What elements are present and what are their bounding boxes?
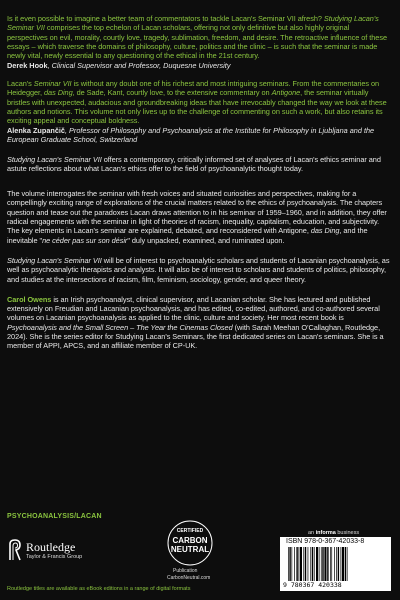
barcode-bar bbox=[338, 547, 339, 581]
endorsement-1-rest: comprises the top echelon of Lacan scholars, offering not only definitive but also highly original perspectives on evil, morality, courtly love, tragedy, sublimation, freedom, and desire. The retroactive influence of these essays – which traverse the domains of philosophy, culture, politics and the clinic – is such that the seminar is made newly vital, newly essential to any questioning of the ethical in the 21st century. bbox=[7, 23, 387, 61]
author-bio-book-title: Psychoanalysis and the Small Screen – The Year the Cinemas Closed bbox=[7, 322, 233, 332]
endorsement-1-affiliation: , Clinical Supervisor and Professor, Duquesne University bbox=[47, 60, 231, 70]
endorsement-1-text bbox=[7, 14, 391, 60]
barcode-bar bbox=[330, 547, 331, 581]
barcode-bar bbox=[319, 547, 320, 581]
isbn-label: ISBN 978-0-367-42033-8 bbox=[286, 538, 365, 545]
barcode-bar bbox=[314, 547, 315, 581]
barcode-bar bbox=[289, 547, 290, 581]
carbon-neutral-publication: Publication bbox=[173, 568, 198, 574]
barcode-bar bbox=[342, 547, 344, 581]
barcode-bar bbox=[316, 547, 318, 581]
description-2-part2: , and the inevitable " bbox=[7, 226, 368, 245]
barcode-bar bbox=[299, 547, 300, 581]
description-2-part1: The volume interrogates the seminar with fresh voices and situated curiosities and perspectives, making for a compellingly exciting range of explorations of the crucial matters related to the ethics of psychoanalysis. The chapters question and tease out the paradoxes Lacan draws attention to in his seminar of 1959–1960, and in addition, they offer radical engagements with the seminar in light of theories of racism, inequality, capitalism, education, and subjectivity. The key elements in Lacan's seminar are explained, debated, and reconsidered with Antigone, bbox=[7, 189, 387, 236]
barcode-bar bbox=[300, 547, 302, 581]
endorsement-2-affiliation: , Professor of Philosophy and Psychoanalysis at the Institute for Philosophy in Ljubljana and the European Graduate School, Switzerland bbox=[7, 126, 375, 145]
informa-prefix: an bbox=[308, 530, 316, 536]
carbon-neutral-main1: CARBON bbox=[172, 536, 208, 545]
barcode-bar bbox=[336, 547, 337, 581]
barcode-bar bbox=[324, 547, 326, 581]
isbn-digits: 9 780367 420338 bbox=[283, 581, 342, 589]
barcode-bar bbox=[305, 547, 306, 581]
barcode-bar bbox=[294, 547, 295, 581]
author-bio-part2: (with Sarah Meehan O'Callaghan, Routledge, 2024). She is the series editor for Studying Lacan's Seminars, the first dedicated series on Lacan's seminars. She is a member of APPI, APCS, and an affiliate member of CP-UK. bbox=[7, 322, 384, 351]
description-2-part3: " duly unpacked, examined, and ruminated upon. bbox=[127, 235, 285, 245]
routledge-mark-icon bbox=[7, 538, 23, 562]
back-cover-text bbox=[7, 14, 391, 351]
barcode-bar bbox=[321, 547, 322, 581]
carbon-neutral-certified: CERTIFIED bbox=[176, 528, 204, 534]
description-1-title: Studying Lacan's Seminar VII bbox=[7, 154, 102, 164]
barcode-bar bbox=[303, 547, 304, 581]
barcode-bar bbox=[310, 547, 311, 581]
endorsement-2-italic2: das Ding bbox=[44, 88, 73, 98]
barcode-bar bbox=[347, 547, 348, 581]
endorsement-1-author: Derek Hook bbox=[7, 60, 48, 70]
informa-suffix: business bbox=[335, 530, 360, 536]
carbon-neutral-main2: NEUTRAL bbox=[170, 545, 210, 554]
endorsement-2-italic1: Seminar VII bbox=[33, 79, 72, 89]
isbn-barcode bbox=[280, 537, 391, 591]
description-1-text: offers a contemporary, critically informed set of analyses of Lacan's ethics seminar and astute reflections about what Lacan's ethics offer to the field of psychoanalytic thought today. bbox=[7, 154, 381, 173]
endorsement-2-part4: , the seminar virtually bristles with unexpected, audacious and groundbreaking ideas that have irrevocably changed the way we look at these authors and notions. This volume not only lives up to the challenge of commenting on such a work, but also retains its exciting appeal and conceptual boldness. bbox=[7, 88, 387, 126]
barcode-bar bbox=[345, 547, 346, 581]
description-2-italic1: das Ding bbox=[310, 226, 340, 236]
endorsement-2-italic3: Antigone bbox=[271, 88, 301, 98]
endorsement-2-part3: , de Sade, Kant, courtly love, to the extensive commentary on bbox=[72, 88, 272, 98]
carbon-neutral-url: CarbonNeutral.com bbox=[167, 575, 211, 581]
informa-brand: informa bbox=[315, 530, 336, 536]
author-bio bbox=[7, 295, 391, 351]
description-3-title: Studying Lacan's Seminar VII bbox=[7, 255, 102, 265]
publisher-name: Routledge bbox=[26, 540, 76, 554]
description-paragraph-1 bbox=[7, 155, 391, 174]
barcode-bar bbox=[308, 547, 309, 581]
ebook-availability-note: Routledge titles are available as eBook editions in a range of digital formats bbox=[7, 586, 191, 592]
description-paragraph-3 bbox=[7, 256, 391, 284]
endorsement-2-part1: Lacan's bbox=[7, 79, 34, 89]
carbon-neutral-badge-icon bbox=[160, 519, 220, 569]
author-bio-part1: is an Irish psychoanalyst, clinical supervisor, and Lacanian scholar. She has lectured and published extensively on Freudian and Lacanian psychoanalysis, and has edited, co-edited, authored, and co-authored several volumes on Lacanian psychoanalysis as applied to the clinic, culture and society. Her most recent book is bbox=[7, 294, 380, 323]
publisher-group: Taylor & Francis Group bbox=[26, 554, 83, 560]
informa-business-label bbox=[308, 530, 359, 536]
barcode-bar bbox=[292, 547, 293, 581]
routledge-logo bbox=[7, 538, 107, 566]
barcode-bar bbox=[312, 547, 313, 581]
description-paragraph-2 bbox=[7, 189, 391, 245]
barcode-bar bbox=[341, 547, 342, 581]
barcode-bar bbox=[322, 547, 323, 581]
endorsement-1-title: Studying Lacan's Seminar VII bbox=[7, 14, 379, 33]
barcode-bar bbox=[334, 547, 335, 581]
subject-category: PSYCHOANALYSIS/LACAN bbox=[7, 513, 102, 520]
endorsement-2-author: Alenka Zupančič bbox=[7, 126, 65, 136]
description-2-italic2: ne céder pas sur son désir bbox=[42, 235, 128, 245]
description-3-text: will be of interest to psychoanalytic scholars and students of Lacanian psychoanalysis, as well as psychoanalytic therapists and analysts. It will also be of interest to scholars and students of politics, philosophy, and studies at the intersections of racism, film, feminism, sociology, gender, and queer theory. bbox=[7, 255, 390, 284]
barcode-icon bbox=[286, 547, 384, 581]
endorsement-2-part2: is without any doubt one of his richest and most intriguing seminars. From the commentaries on Heidegger, bbox=[7, 79, 380, 98]
endorsement-2-text bbox=[7, 79, 391, 125]
author-name: Carol Owens bbox=[7, 294, 52, 304]
endorsement-1-start: Is it even possible to imagine a better team of commentators to tackle Lacan's Seminar VII afresh? bbox=[7, 14, 324, 23]
endorsement-2-attribution bbox=[7, 126, 391, 144]
barcode-bar bbox=[331, 547, 332, 581]
endorsement-1-attribution bbox=[7, 61, 391, 70]
barcode-bar bbox=[296, 547, 297, 581]
barcode-bar bbox=[327, 547, 328, 581]
barcode-bar bbox=[288, 547, 289, 581]
